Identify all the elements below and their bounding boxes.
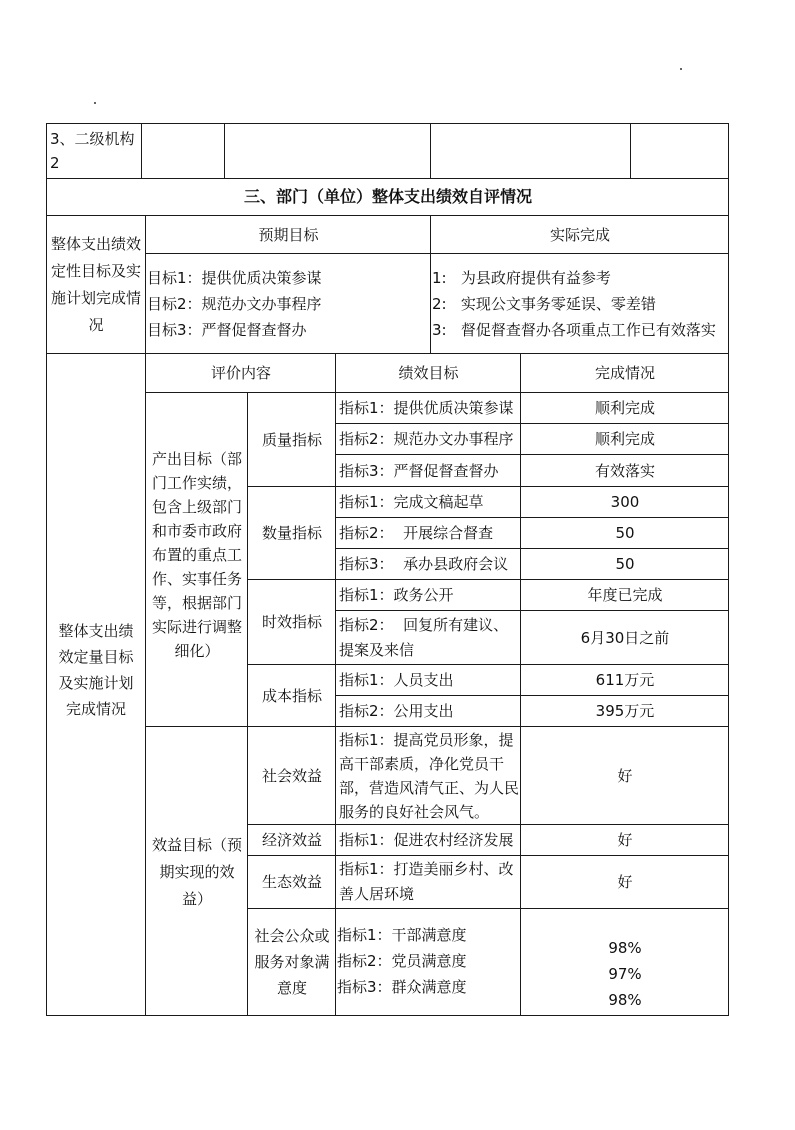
quantity-label: 数量指标 xyxy=(261,524,322,542)
actual-item: 2: 实现公文事务零延误、零差错 xyxy=(432,294,656,313)
quantity-result-1: 300 xyxy=(610,493,640,511)
quantity-target-2: 指标2： 开展综合督查 xyxy=(339,524,494,542)
satisfaction-target: 指标1：干部满意度 xyxy=(337,926,467,944)
cost-label: 成本指标 xyxy=(261,686,322,705)
cost-target-1: 指标1：人员支出 xyxy=(339,671,454,689)
quantity-result-2: 50 xyxy=(615,524,635,542)
satisfaction-result: 98% xyxy=(608,991,642,1009)
expected-list xyxy=(147,254,430,353)
header-result: 完成情况 xyxy=(594,364,655,382)
timeliness-target-2: 指标2： 回复所有建议、提案及来信 xyxy=(339,615,509,659)
satisfaction-target: 指标2：党员满意度 xyxy=(337,952,467,970)
satisfaction-label: 社会公众或服务对象满意度 xyxy=(254,927,330,997)
quality-result-1: 顺利完成 xyxy=(594,399,655,417)
scan-speck xyxy=(680,68,682,70)
social-result: 好 xyxy=(617,766,633,785)
table-line xyxy=(728,123,729,1016)
cost-result-1: 611万元 xyxy=(595,671,655,689)
table-line xyxy=(141,123,142,179)
table-line xyxy=(430,123,431,179)
cost-target-2: 指标2：公用支出 xyxy=(339,702,454,720)
quality-result-3: 有效落实 xyxy=(594,461,655,480)
timeliness-label: 时效指标 xyxy=(261,613,322,631)
top-row-label: 3、二级机构2 xyxy=(50,130,135,172)
quality-label: 质量指标 xyxy=(261,430,322,449)
actual-list xyxy=(432,254,728,353)
table-line xyxy=(46,1015,729,1016)
ecological-target: 指标1：打造美丽乡村、改善人居环境 xyxy=(339,860,514,903)
expected-item: 目标2：规范办文办事程序 xyxy=(147,294,322,313)
quality-result-2: 顺利完成 xyxy=(594,430,655,448)
scan-speck xyxy=(94,102,96,104)
expected-item: 目标1：提供优质决策参谋 xyxy=(147,268,322,287)
section-title: 三、部门（单位）整体支出绩效自评情况 xyxy=(243,187,532,206)
actual-item: 3: 督促督查督办各项重点工作已有效落实 xyxy=(432,320,716,339)
benefit-group-label: 效益目标（预期实现的效益） xyxy=(151,835,242,908)
timeliness-result-1: 年度已完成 xyxy=(587,586,663,604)
satisfaction-result: 98% xyxy=(608,939,642,957)
table-line xyxy=(224,123,225,179)
actual-item: 1: 为县政府提供有益参考 xyxy=(432,268,611,287)
satisfaction-target: 指标3：群众满意度 xyxy=(337,978,467,996)
timeliness-target-1: 指标1：政务公开 xyxy=(339,586,454,604)
timeliness-result-2: 6月30日之前 xyxy=(580,628,670,647)
qualitative-label: 整体支出绩效定性目标及实施计划完成情况 xyxy=(50,234,141,334)
header-target: 绩效目标 xyxy=(398,364,459,382)
ecological-result: 好 xyxy=(617,873,633,891)
economic-label: 经济效益 xyxy=(261,831,322,849)
output-group-label: 产出目标（部门工作实绩，包含上级部门和市委市政府布置的重点工作、实事任务等，根据部门实际进行调整细化） xyxy=(151,450,242,660)
ecological-label: 生态效益 xyxy=(261,873,322,891)
quantitative-label: 整体支出绩效定量目标及实施计划完成情况 xyxy=(58,622,134,718)
expected-item: 目标3：严督促督查督办 xyxy=(147,320,307,339)
table-line xyxy=(630,123,631,179)
table-line xyxy=(46,123,729,124)
quality-target-2: 指标2：规范办文办事程序 xyxy=(339,430,514,448)
economic-result: 好 xyxy=(617,831,633,849)
actual-header: 实际完成 xyxy=(549,225,610,244)
cost-result-2: 395万元 xyxy=(595,702,655,720)
quantity-target-1: 指标1：完成文稿起草 xyxy=(339,493,484,511)
satisfaction-results xyxy=(522,935,728,1015)
quantity-target-3: 指标3： 承办县政府会议 xyxy=(339,555,509,573)
quality-target-3: 指标3：严督促督查督办 xyxy=(339,461,499,480)
social-target: 指标1：提高党员形象，提高干部素质，净化党员干部，营造风清气正、为人民服务的良好社会风气。 xyxy=(339,730,520,821)
quantity-result-3: 50 xyxy=(615,555,635,573)
header-content: 评价内容 xyxy=(210,364,271,382)
economic-target: 指标1：促进农村经济发展 xyxy=(339,831,514,849)
quality-target-1: 指标1：提供优质决策参谋 xyxy=(339,399,514,417)
social-label: 社会效益 xyxy=(261,766,322,785)
expected-header: 预期目标 xyxy=(258,225,319,244)
satisfaction-result: 97% xyxy=(608,965,642,983)
satisfaction-targets xyxy=(337,922,520,1002)
